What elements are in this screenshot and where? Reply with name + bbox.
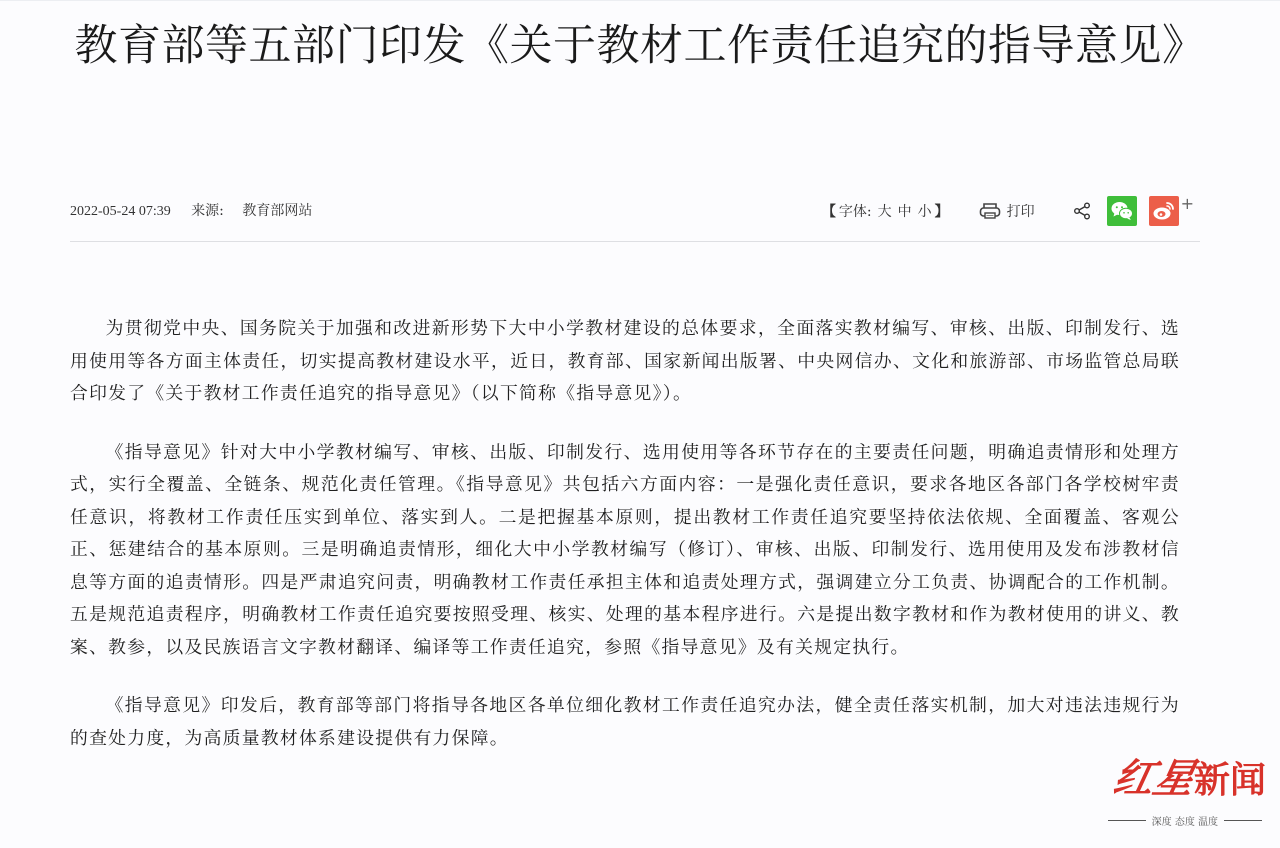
article-paragraph: 为贯彻党中央、国务院关于加强和改进新形势下大中小学教材建设的总体要求，全面落实教材编写、审核、出版、印制发行、选用使用等各方面主体责任，切实提高教材建设水平，近日，教育部、国家新闻出版署、中央网信办、文化和旅游部、市场监管总局联合印发了《关于教材工作责任追究的指导意见》（以下简称《指导意见》）。 — [70, 318, 1180, 404]
watermark-tagline — [1102, 813, 1268, 828]
printer-icon — [979, 202, 1001, 220]
watermark-brand-part2: 新闻 — [1193, 759, 1266, 801]
print-label: 打印 — [1006, 204, 1035, 220]
font-size-bracket-close: 】 — [934, 204, 949, 220]
article-body — [70, 313, 1180, 781]
article-meta-bar — [70, 193, 1194, 226]
font-size-medium-button[interactable]: 中 — [897, 204, 912, 220]
font-size-large-button[interactable]: 大 — [877, 204, 892, 220]
weibo-icon — [1152, 200, 1176, 222]
tagline-rule-left — [1108, 820, 1146, 821]
tagline-text: 深度 态度 温度 — [1151, 817, 1218, 828]
font-size-bracket-open: 【 — [821, 204, 836, 220]
wechat-icon — [1110, 200, 1134, 222]
weibo-share-button[interactable] — [1149, 196, 1179, 226]
news-watermark — [1068, 757, 1268, 843]
article-title: 教育部等五部门印发《关于教材工作责任追究的指导意见》 — [74, 21, 1206, 71]
font-size-label: 字体: — [838, 204, 872, 220]
article-paragraph: 《指导意见》印发后，教育部等部门将指导各地区各单位细化教材工作责任追究办法，健全责任落实机制，加大对违法违规行为的查处力度，为高质量教材体系建设提供有力保障。 — [70, 695, 1180, 749]
header-divider — [70, 241, 1200, 242]
publish-date: 2022-05-24 07:39 — [70, 204, 171, 219]
tagline-rule-right — [1224, 820, 1262, 821]
article-meta-info — [70, 200, 312, 220]
source-label: 来源: — [191, 203, 224, 219]
source-value: 教育部网站 — [242, 203, 313, 219]
print-button[interactable] — [979, 201, 1035, 221]
article-tools — [821, 193, 1194, 226]
watermark-logo — [1109, 755, 1266, 802]
wechat-share-button[interactable] — [1107, 196, 1137, 226]
share-icon[interactable] — [1073, 202, 1091, 220]
article-paragraph: 《指导意见》针对大中小学教材编写、审核、出版、印制发行、选用使用等各环节存在的主要责任问题，明确追责情形和处理方式，实行全覆盖、全链条、规范化责任管理。《指导意见》共包括六方面内容：一是强化责任意识，要求各地区各部门各学校树牢责任意识，将教材工作责任压实到单位、落实到人。二是把握基本原则，提出教材工作责任追究要坚持依法依规、全面覆盖、客观公正、惩建结合的基本原则。三是明确追责情形，细化大中小学教材编写（修订）、审核、出版、印制发行、选用使用及发布涉教材信息等方面的追责情形。四是严肃追究问责，明确教材工作责任承担主体和追责处理方式，强调建立分工负责、协调配合的工作机制。五是规范追责程序，明确教材工作责任追究要按照受理、核实、处理的基本程序进行。六是提出数字教材和作为教材使用的讲义、教案、教参，以及民族语言文字教材翻译、编译等工作责任追究，参照《指导意见》及有关规定执行。 — [70, 441, 1180, 658]
watermark-brand-part1: 红星 — [1109, 755, 1200, 802]
more-share-button[interactable]: + — [1180, 193, 1194, 213]
font-size-selector — [822, 201, 949, 221]
font-size-small-button[interactable]: 小 — [917, 204, 932, 220]
